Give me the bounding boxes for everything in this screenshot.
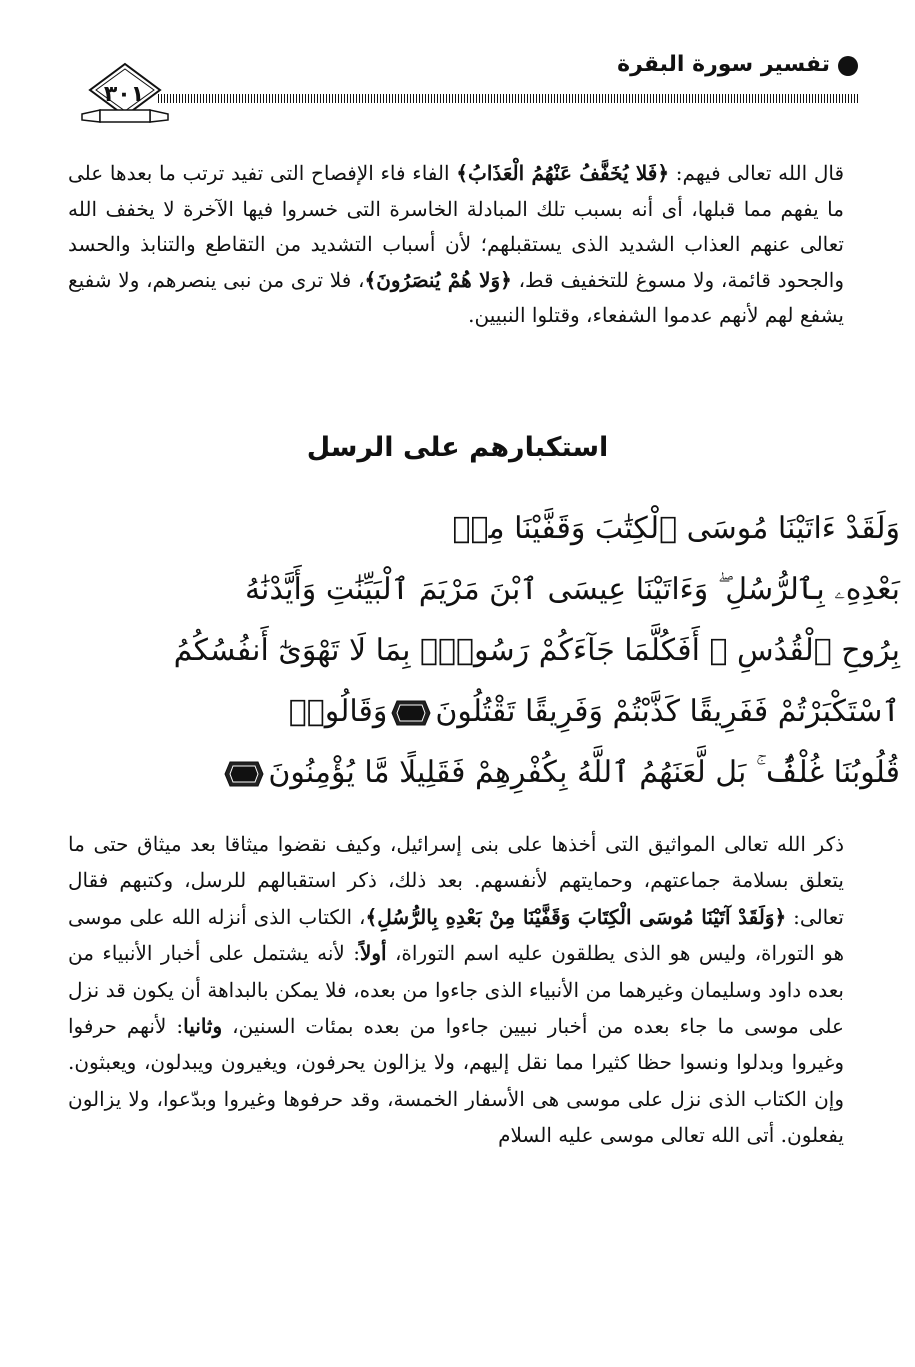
verse-line [165, 681, 900, 742]
page-number: ٣٠١ [103, 82, 145, 107]
verse-line: بِرُوحِ ٱلْقُدُسِ ۗ أَفَكُلَّمَا جَآءَكُمْ رَسُولٌۢ بِمَا لَا تَهْوَىٰٓ أَنفُسُكُمُ [173, 633, 900, 668]
header-rule [158, 94, 858, 103]
verse-text: قُلُوبُنَا غُلْفٌۢ ۚ بَل لَّعَنَهُمُ ٱللَّهُ بِكُفْرِهِمْ فَقَلِيلًا مَّا يُؤْمِنُونَ [268, 755, 900, 790]
verse-number: ٨٨ [237, 787, 252, 802]
text-run: قال الله تعالى فيهم: [669, 161, 845, 185]
text-run: ، الكتاب الذى أنزله الله على موسى هو التوراة، وليس هو الذى يطلقون عليه اسم التوراة، [68, 904, 845, 966]
verse-number-marker [391, 699, 431, 741]
emphasis-first: أولاً [359, 941, 387, 966]
text-run: : لأنهم حرفوا وغيروا وبدلوا ونسوا حظا كثيرا مما نقل إليهم، ولا يزالون يحرفون، ويغيرون ويبدلون، ويعبثون. وإن الكتاب الذى نزل على موسى هى الأسفار الخمسة، وقد حرفوها وغيروا وبدّعوا، ولا يزالون يفعلون. أتى الله تعالى موسى عليه السلام [68, 1014, 844, 1148]
text-run: : لأنه يشتمل على أخبار الأنبياء من بعده داود وسليمان وغيرهما من الأنبياء الذى جاءوا من بعده، فلا يمكن بالبداهة أن يكون قد نزل على موسى ما جاء بعده من أخبار نبيين جاءوا من بعده بمئات السنين، [68, 941, 844, 1039]
section-heading: استكبارهم على الرسل [306, 432, 609, 463]
ornament-bullet-icon [838, 56, 858, 76]
quran-quote: ﴿وَلَقَدْ آتَيْنَا مُوسَى الْكِتَابَ وَقَفَّيْنَا مِنْ بَعْدِهِ بِالرُّسُلِ﴾ [365, 904, 787, 929]
verse-line: بَعْدِهِۦ بِٱلرُّسُلِ ۖ وَءَاتَيْنَا عِيسَى ٱبْنَ مَرْيَمَ ٱلْبَيِّنَٰتِ وَأَيَّدْنَٰهُ [244, 572, 900, 607]
quran-quote: ﴿وَلا هُمْ يُنصَرُونَ﴾ [364, 267, 512, 292]
commentary-paragraph-1 [68, 156, 844, 334]
commentary-paragraph-2 [68, 826, 844, 1154]
quran-verses-block [165, 498, 900, 803]
page-number-frame [80, 60, 170, 130]
verse-number: ٨٧ [404, 726, 419, 741]
text-run: ذكر الله تعالى المواثيق التى أخذها على بنى إسرائيل، وكيف نقضوا ميثاقا بعد ميثاق حتى ما يتعلق بسلامة جماعتهم، وحمايتهم لأنفسهم. بعد ذلك، ذكر استقبالهم للرسل، وكتبهم فقال تعالى: [68, 832, 845, 929]
verse-line: وَلَقَدْ ءَاتَيْنَا مُوسَى ٱلْكِتَٰبَ وَقَفَّيْنَا مِنۢ [452, 511, 900, 546]
emphasis-second: وثانيا [183, 1014, 223, 1039]
text-run: ، فلا ترى من نبى ينصرهم، ولا شفيع يشفع لهم لأنهم عدموا الشفعاء، وقتلوا النبيين. [68, 267, 844, 327]
verse-line [165, 742, 900, 803]
text-run: الفاء فاء الإفصاح التى تفيد ترتب ما بعدها على ما يفهم مما قبلها، أى أنه بسبب تلك المبادلة الخاسرة التى خسروا فيها الآخرة لا يخفف الله تعالى عنهم العذاب الشديد الذى يستقبلهم؛ لأن أسباب التشديد من التقاطع والتنابذ والحسد والجحود قائمة، ولا مسوغ للتخفيف قط، [68, 161, 845, 292]
verse-text: وَقَالُوا۟ [288, 694, 388, 729]
page-header [80, 40, 860, 130]
verse-text: ٱسْتَكْبَرْتُمْ فَفَرِيقًا كَذَّبْتُمْ وَفَرِيقًا تَقْتُلُونَ [435, 694, 900, 729]
quran-quote: ﴿فَلا يُخَفَّفُ عَنْهُمُ الْعَذَابُ﴾ [456, 161, 670, 185]
verse-number-marker [224, 760, 264, 802]
running-title: تفسير سورة البقرة [617, 52, 830, 77]
